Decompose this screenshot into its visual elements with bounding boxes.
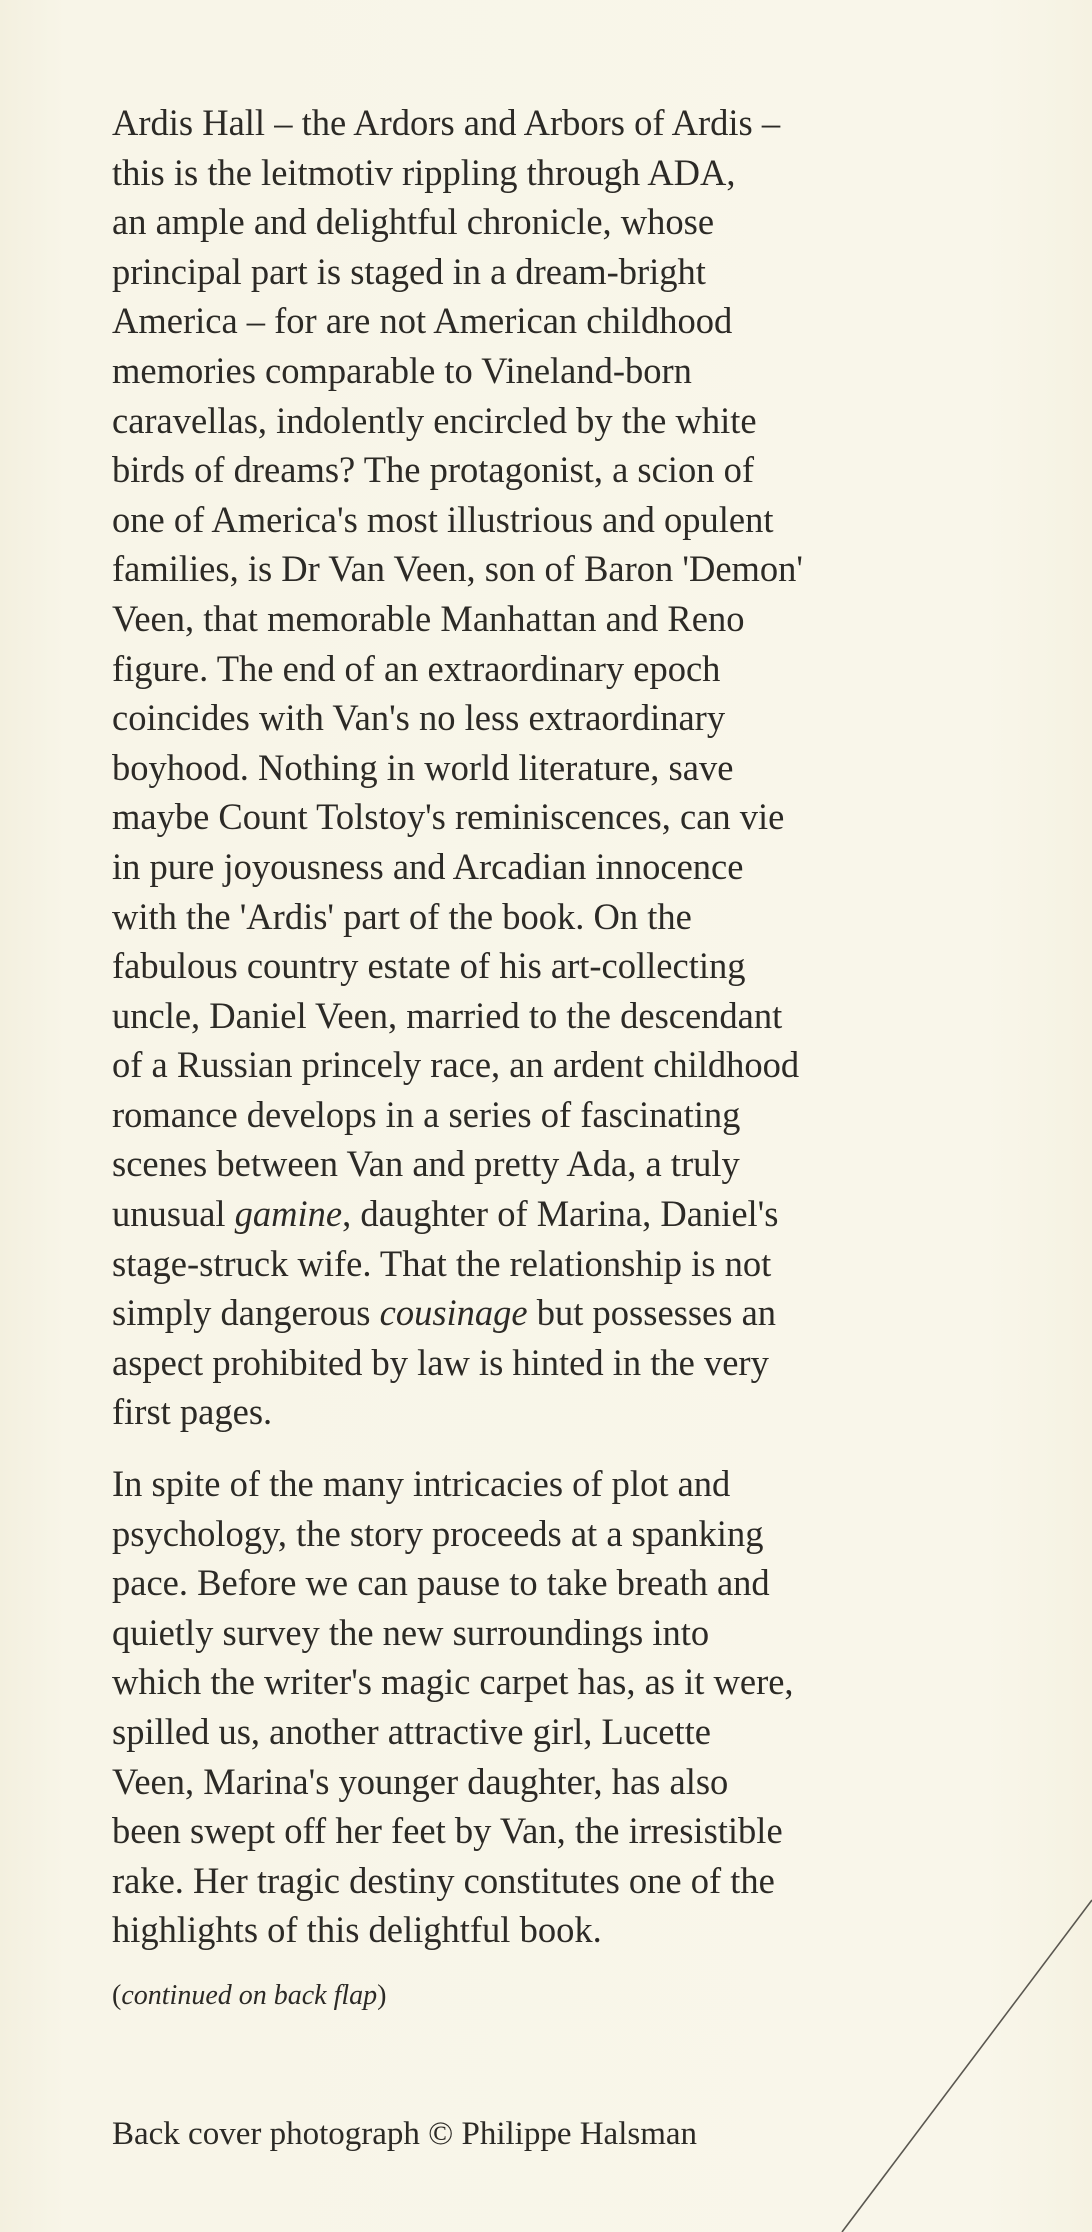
text-line: this is the leitmotiv rippling through ADA, <box>112 151 736 193</box>
line-text-after-italic: but possesses an <box>527 1292 777 1334</box>
text-line: coincides with Van's no less extraordinary <box>112 697 726 739</box>
text-line: rake. Her tragic destiny constitutes one of the <box>112 1859 775 1901</box>
line-text-before-italic: unusual <box>112 1193 235 1235</box>
continued-on-back-flap-note <box>112 1978 386 2014</box>
text-line: highlights of this delightful book. <box>112 1909 602 1951</box>
text-line: which the writer's magic carpet has, as it were, <box>112 1661 794 1703</box>
line-text-before-italic: simply dangerous <box>112 1292 380 1334</box>
italic-term-cousinage: cousinage <box>379 1292 528 1334</box>
text-line <box>112 1189 942 1239</box>
text-line: caravellas, indolently encircled by the white <box>112 399 757 441</box>
text-line: maybe Count Tolstoy's reminiscences, can vie <box>112 796 785 838</box>
open-paren: ( <box>112 1980 122 2011</box>
text-line: been swept off her feet by Van, the irresistible <box>112 1810 783 1852</box>
text-line: romance develops in a series of fascinating <box>112 1093 741 1135</box>
continued-note-text: continued on back flap <box>121 1980 378 2011</box>
text-line: Veen, Marina's younger daughter, has also <box>112 1760 729 1802</box>
text-line: spilled us, another attractive girl, Lucette <box>112 1711 711 1752</box>
text-line: an ample and delightful chronicle, whose <box>112 201 715 243</box>
text-line: in pure joyousness and Arcadian innocence <box>112 845 744 887</box>
photo-credit: Back cover photograph © Philippe Halsman <box>112 2116 698 2152</box>
text-line: aspect prohibited by law is hinted in the very <box>112 1341 769 1383</box>
text-line: of a Russian princely race, an ardent childhood <box>112 1044 800 1086</box>
text-line: principal part is staged in a dream-bright <box>112 250 706 292</box>
text-line: America – for are not American childhood <box>112 300 733 342</box>
text-line: families, is Dr Van Veen, son of Baron 'Demon' <box>112 548 804 590</box>
text-line: boyhood. Nothing in world literature, save <box>112 746 734 788</box>
text-line: fabulous country estate of his art-collecting <box>112 945 746 987</box>
text-line: with the 'Ardis' part of the book. On the <box>112 895 692 937</box>
text-line: birds of dreams? The protagonist, a scion of <box>112 449 754 491</box>
italic-term-gamine: gamine <box>234 1193 343 1235</box>
text-line: quietly survey the new surroundings into <box>112 1611 710 1653</box>
paragraph-2 <box>112 1459 942 1955</box>
text-line: figure. The end of an extraordinary epoch <box>112 647 721 689</box>
paragraph-1 <box>112 98 942 1437</box>
text-line: stage-struck wife. That the relationship is not <box>112 1242 772 1284</box>
text-line: psychology, the story proceeds at a spanking <box>112 1512 764 1554</box>
flap-copy <box>112 98 942 1955</box>
text-line: Veen, that memorable Manhattan and Reno <box>112 597 745 639</box>
text-line: Ardis Hall – the Ardors and Arbors of Ardis – <box>112 102 781 143</box>
text-line: uncle, Daniel Veen, married to the descendant <box>112 994 783 1036</box>
text-line: pace. Before we can pause to take breath and <box>112 1562 770 1604</box>
text-line: one of America's most illustrious and opulent <box>112 498 774 540</box>
text-line <box>112 1288 942 1338</box>
text-line: memories comparable to Vineland-born <box>112 349 692 391</box>
text-line: scenes between Van and pretty Ada, a truly <box>112 1143 740 1185</box>
close-paren: ) <box>377 1980 387 2011</box>
text-line: In spite of the many intricacies of plot and <box>112 1463 731 1505</box>
text-line: first pages. <box>112 1391 273 1433</box>
line-text-after-italic: , daughter of Marina, Daniel's <box>342 1193 779 1235</box>
